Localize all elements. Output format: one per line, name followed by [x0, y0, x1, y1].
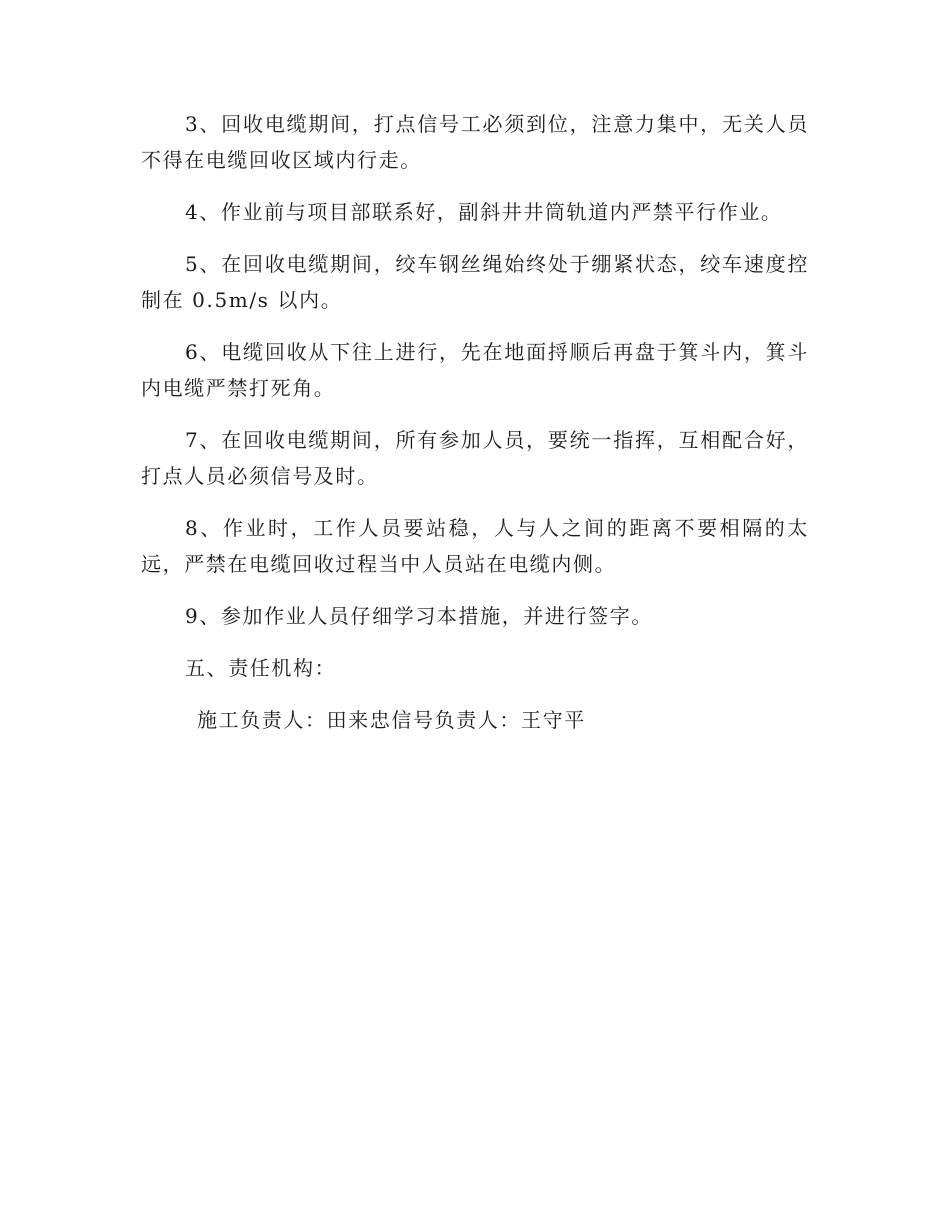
measure-item-4: 4、作业前与项目部联系好，副斜井井筒轨道内严禁平行作业。	[185, 200, 783, 224]
measure-item-3: 3、回收电缆期间，打点信号工必须到位，注意力集中，无关人员不得在电缆回收区域内行走。	[141, 112, 809, 172]
document-body	[141, 106, 809, 738]
section-heading: 五、责任机构：	[185, 656, 337, 680]
measure-item-8: 8、作业时，工作人员要站稳，人与人之间的距离不要相隔的太远，严禁在电缆回收过程当中人员站在电缆内侧。	[141, 516, 809, 576]
measure-item-5: 5、在回收电缆期间，绞车钢丝绳始终处于绷紧状态，绞车速度控制在 0.5m/s 以内。	[141, 252, 809, 312]
signal-lead: 信号负责人：王守平	[391, 708, 586, 732]
measure-item-6: 6、电缆回收从下往上进行，先在地面捋顺后再盘于箕斗内，箕斗内电缆严禁打死角。	[141, 340, 809, 400]
measure-item-9: 9、参加作业人员仔细学习本措施，并进行签字。	[185, 604, 653, 628]
responsible-persons	[141, 702, 809, 738]
measure-item-7: 7、在回收电缆期间，所有参加人员，要统一指挥，互相配合好，打点人员必须信号及时。	[141, 428, 809, 488]
construction-lead: 施工负责人：田来忠	[197, 708, 392, 732]
